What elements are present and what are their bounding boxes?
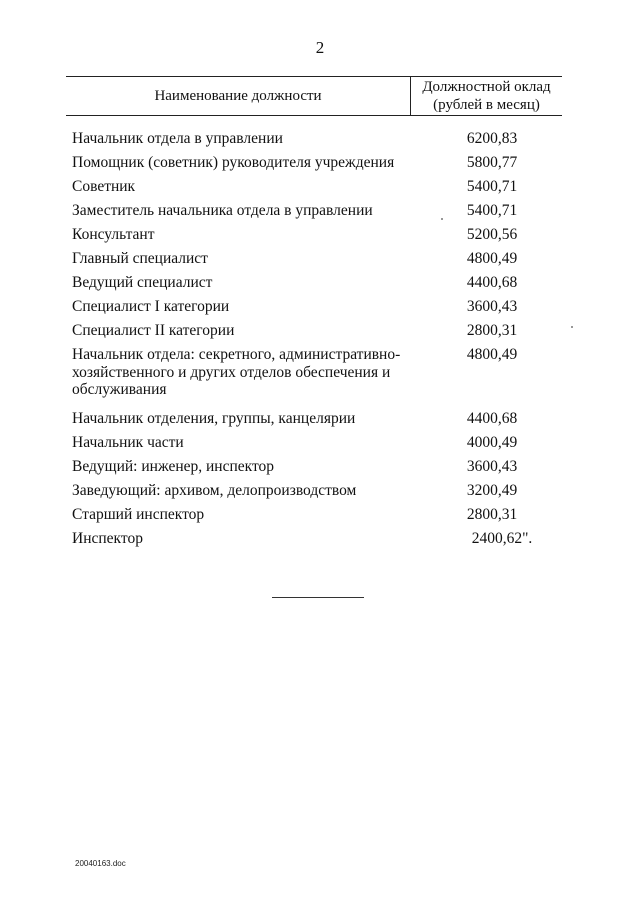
position-title: Начальник отдела: секретного, административно-хозяйственного и других отделов обеспечения и обслуживания: [72, 346, 401, 398]
position-title: Заместитель начальника отдела в управлении: [72, 202, 373, 219]
table-row: [72, 296, 542, 320]
salary-value: 2400,62".: [471, 530, 533, 547]
salary-value: 3600,43: [466, 298, 518, 315]
position-title: Советник: [72, 178, 136, 195]
scan-speck: [441, 218, 443, 220]
position-title: Ведущий: инженер, инспектор: [72, 458, 275, 475]
salary-value: 6200,83: [466, 130, 518, 147]
position-title: Начальник части: [72, 434, 184, 451]
position-title: Главный специалист: [72, 250, 208, 267]
table-row: [72, 224, 542, 248]
salary-value: 4400,68: [466, 410, 518, 427]
salary-value: 5800,77: [466, 154, 518, 171]
column-header-salary-line2: (рублей в месяц): [433, 97, 540, 113]
column-header-position: Наименование должности: [154, 88, 322, 104]
table-row: [72, 480, 542, 504]
salary-value: 4400,68: [466, 274, 518, 291]
table-row: [72, 176, 542, 200]
position-title: Заведующий: архивом, делопроизводством: [72, 482, 357, 499]
table-row: [72, 272, 542, 296]
position-title: Инспектор: [72, 530, 143, 547]
table-row: [72, 528, 542, 552]
salary-value: 3600,43: [466, 458, 518, 475]
column-header-salary-line1: Должностной оклад: [422, 79, 551, 95]
table-row: [72, 504, 542, 528]
position-title: Начальник отдела в управлении: [72, 130, 283, 147]
closing-rule: [272, 597, 364, 598]
table-row: [72, 456, 542, 480]
position-title: Специалист I категории: [72, 298, 230, 315]
page-number: 2: [315, 38, 325, 57]
salary-value: 3200,49: [466, 482, 518, 499]
table-row: [72, 320, 542, 344]
salary-value: 5400,71: [466, 202, 518, 219]
table-row: [72, 408, 542, 432]
table-row: [72, 248, 542, 272]
salary-value: 2800,31: [466, 322, 518, 339]
position-title: Консультант: [72, 226, 155, 243]
table-row: [72, 128, 542, 152]
position-title: Начальник отделения, группы, канцелярии: [72, 410, 356, 427]
table-row: [72, 200, 542, 224]
position-title: Старший инспектор: [72, 506, 205, 523]
salary-value: 4800,49: [466, 346, 518, 363]
scan-speck: [571, 326, 573, 328]
salary-value: 5400,71: [466, 178, 518, 195]
table-header: [66, 76, 562, 116]
salary-table-body: [72, 128, 542, 552]
document-filename: 20040163.doc: [75, 859, 126, 868]
salary-value: 5200,56: [466, 226, 518, 243]
table-row: [72, 152, 542, 176]
table-row: [72, 344, 542, 408]
table-row: [72, 432, 542, 456]
position-title: Помощник (советник) руководителя учреждения: [72, 154, 395, 171]
salary-value: 4000,49: [466, 434, 518, 451]
position-title: Ведущий специалист: [72, 274, 213, 291]
position-title: Специалист II категории: [72, 322, 235, 339]
salary-value: 2800,31: [466, 506, 518, 523]
salary-value: 4800,49: [466, 250, 518, 267]
column-header-salary: [411, 78, 562, 114]
